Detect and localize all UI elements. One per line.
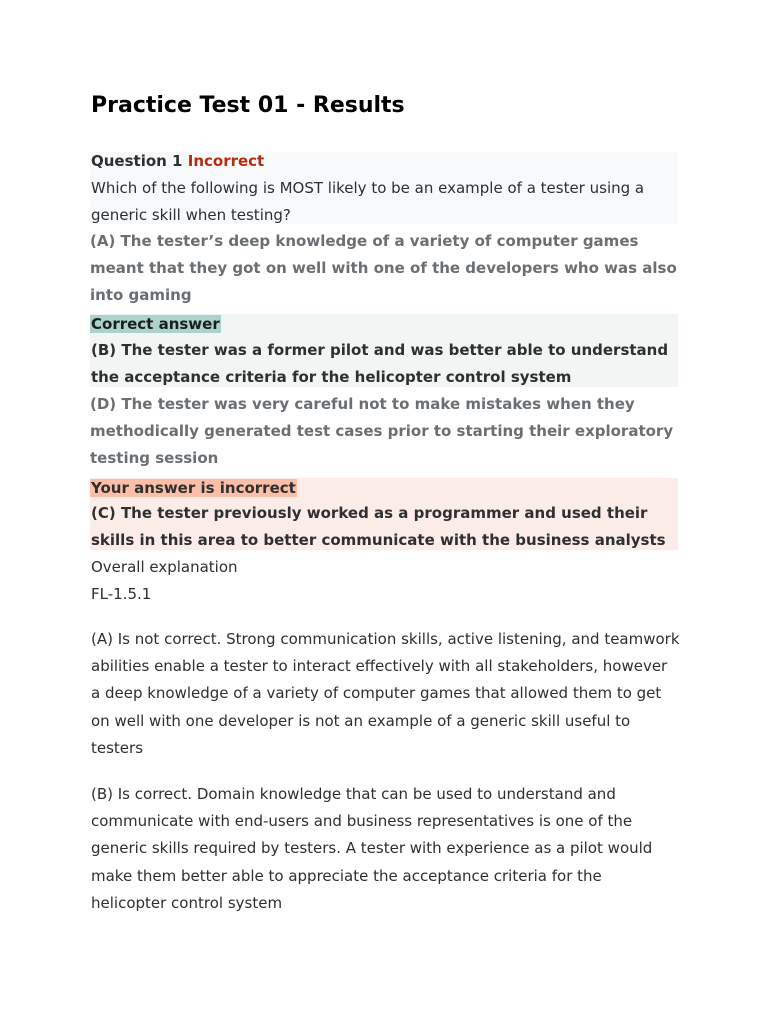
answer-option-b-correct: (B) The tester was a former pilot and was better able to understand the acceptance criteria for the helicopter control system — [91, 341, 669, 387]
question-header — [91, 148, 264, 175]
syllabus-reference: FL-1.5.1 — [91, 585, 152, 603]
question-text: Which of the following is MOST likely to be an example of a tester using a generic skill when testing? — [91, 179, 645, 225]
answer-option-d: (D) The tester was very careful not to make mistakes when they methodically generated test cases prior to starting their exploratory testing session — [90, 395, 674, 468]
question-status-incorrect: Incorrect — [187, 152, 265, 170]
overall-explanation-heading: Overall explanation — [91, 558, 238, 576]
correct-answer-panel — [90, 314, 678, 387]
your-answer-incorrect-label: Your answer is incorrect — [91, 479, 296, 497]
correct-answer-label: Correct answer — [91, 315, 220, 333]
incorrect-answer-panel — [90, 478, 678, 550]
answer-option-c-selected: (C) The tester previously worked as a programmer and used their skills in this area to better communicate with the business analysts — [91, 504, 666, 550]
explanation-paragraph-a: (A) Is not correct. Strong communication skills, active listening, and teamwork abilities enable a tester to interact effectively with all stakeholders, however a deep knowledge of a variety of computer games that allowed them to get on well with one developer is not an example of a generic skill useful to testers — [91, 630, 680, 757]
explanation-paragraph-b: (B) Is correct. Domain knowledge that can be used to understand and communicate with end-users and business representatives is one of the generic skills required by testers. A tester with experience as a pilot would make them better able to appreciate the acceptance criteria for the helicopter control system — [91, 785, 653, 912]
page-title: Practice Test 01 - Results — [91, 93, 405, 118]
question-number: Question 1 — [91, 152, 183, 170]
answer-option-a: (A) The tester’s deep knowledge of a variety of computer games meant that they got on well with one of the developers who was also into gaming — [90, 232, 677, 305]
question-card — [90, 152, 678, 224]
